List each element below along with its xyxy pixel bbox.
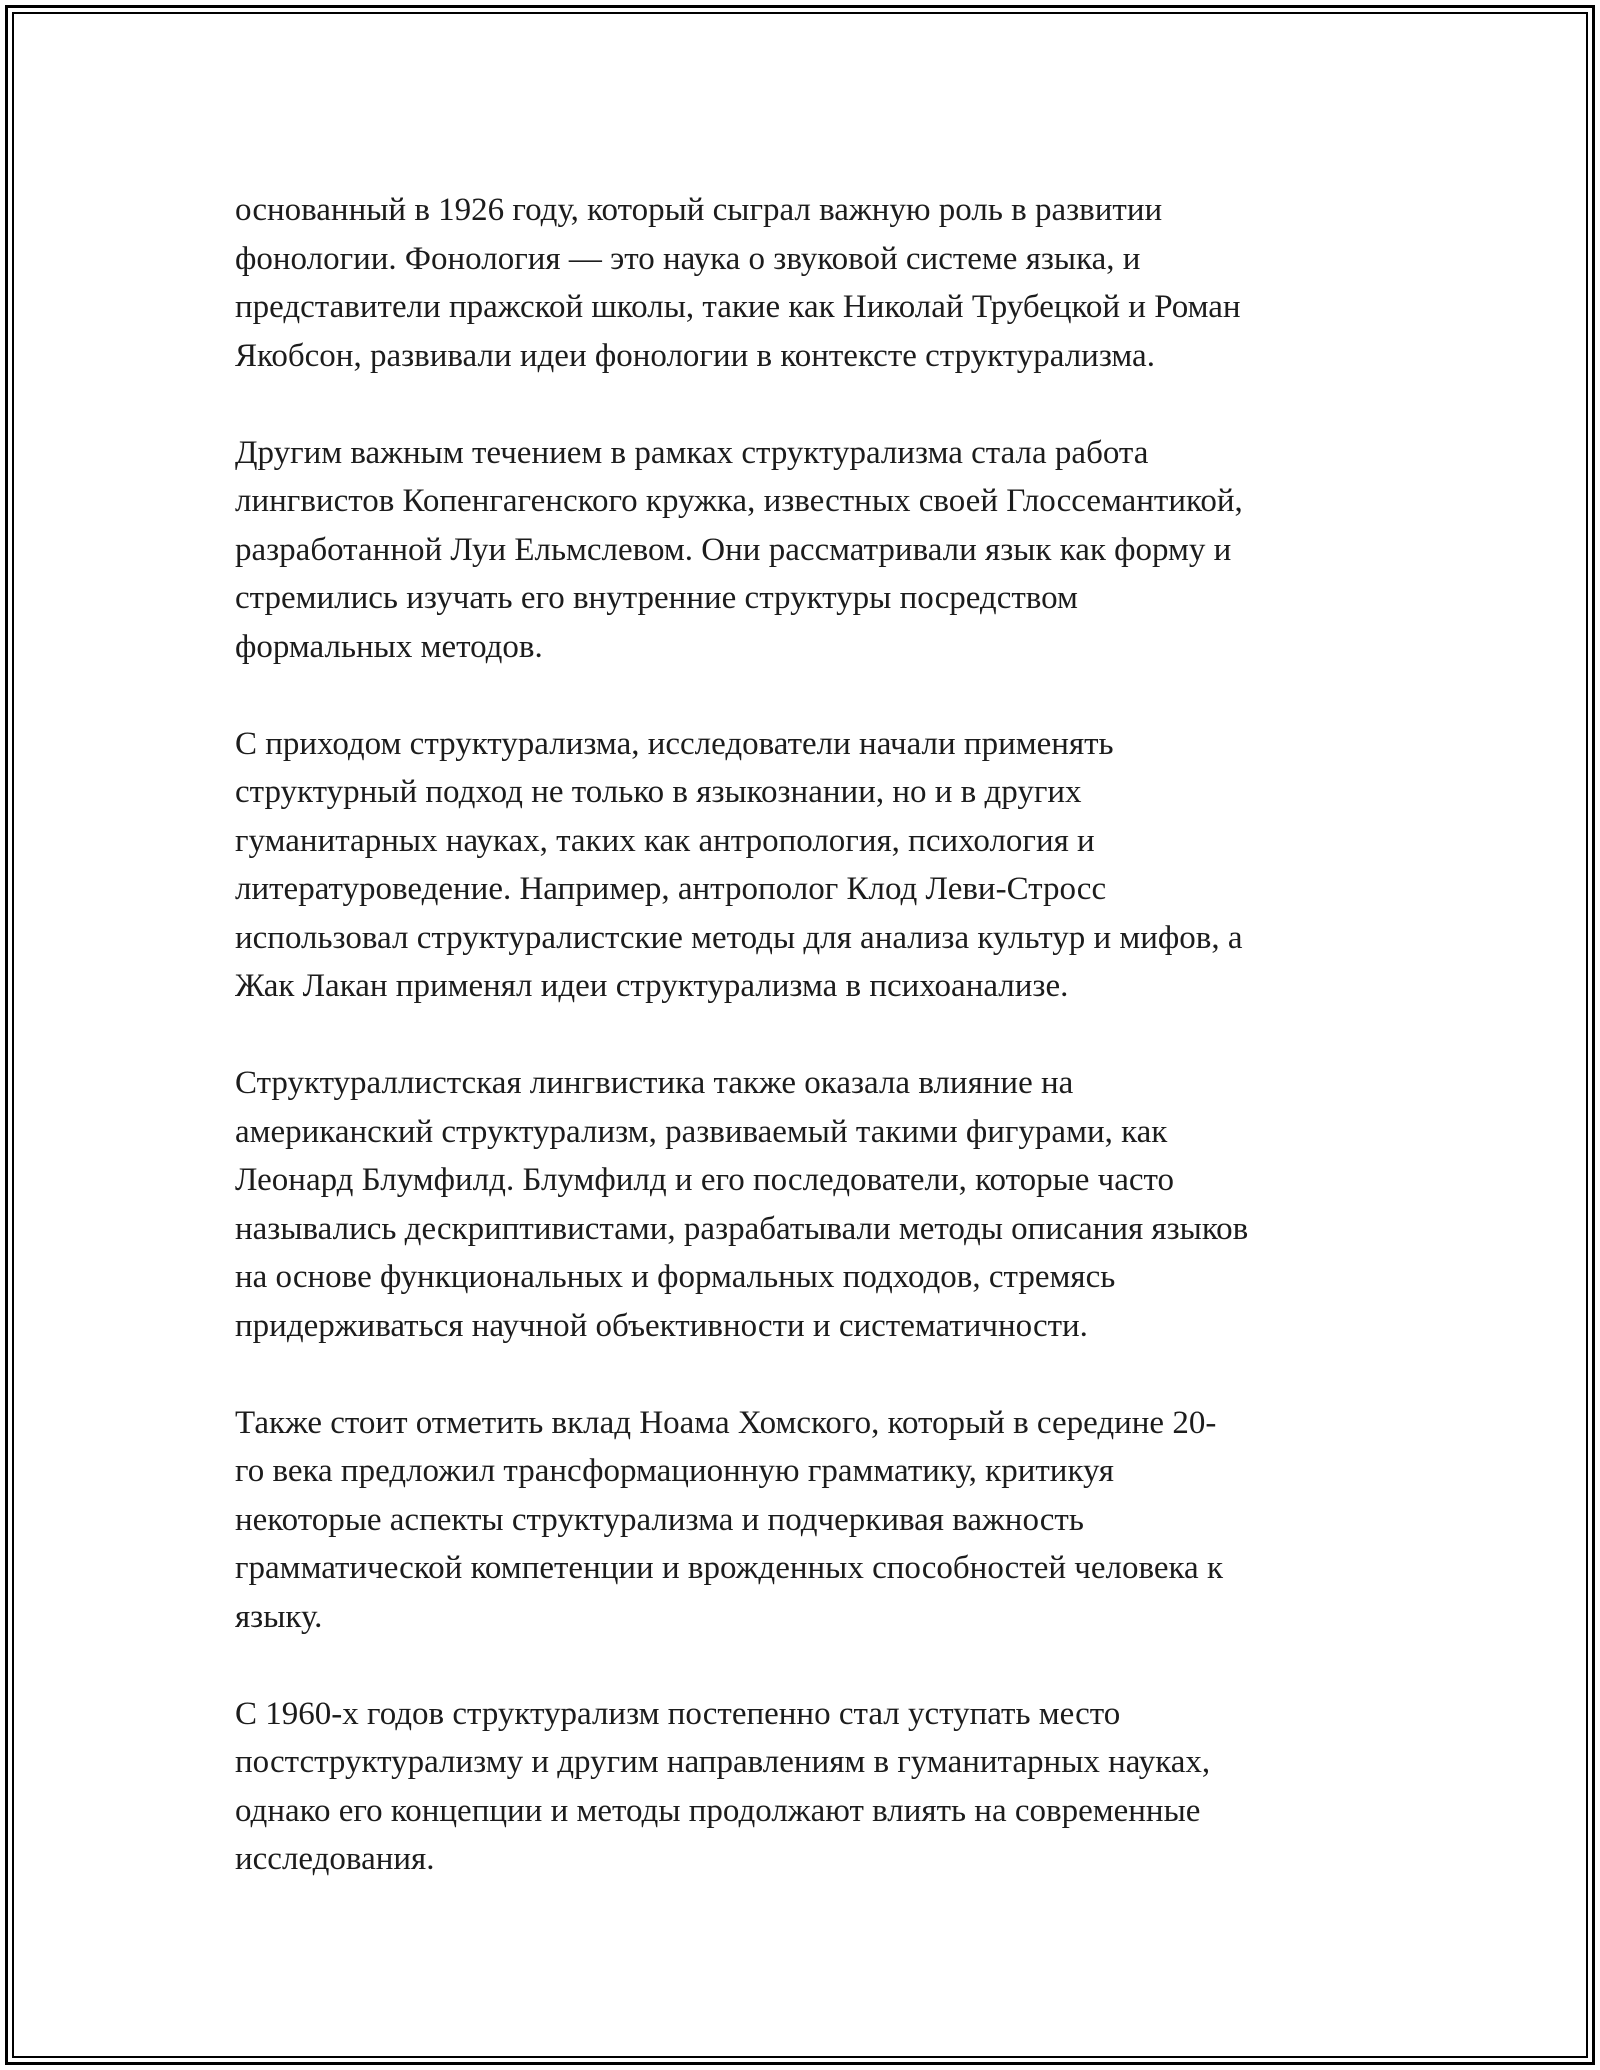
- paragraph-copenhagen-circle: Другим важным течением в рамках структурализма стала работа лингвистов Копенгагенского кружка, известных своей Глоссемантикой, разработанной Луи Ельмслевом. Они рассматривали язык как форму и стремились изучать его внутренние структуры посредством формальных методов.: [235, 434, 1243, 665]
- paragraph-poststructuralism: С 1960-х годов структурализм постепенно стал уступать место постструктурализму и другим направлениям в гуманитарных науках, однако его концепции и методы продолжают влиять на современные исследования.: [235, 1695, 1211, 1877]
- document-body: [235, 186, 1385, 1884]
- paragraph-chomsky: Также стоит отметить вклад Ноама Хомского, который в середине 20- го века предложил трансформационную грамматику, критикуя некоторые аспекты структурализма и подчеркивая важность грамматической компетенции и врожденных способностей человека к языку.: [235, 1404, 1223, 1635]
- paragraph-structural-approach: С приходом структурализма, исследователи начали применять структурный подход не только в языкознании, но и в других гуманитарных науках, таких как антропология, психология и литературоведение. Например, антрополог Клод Леви-Стросс использовал структуралистские методы для анализа культур и мифов, а Жак Лакан применял идеи структурализма в психоанализе.: [235, 725, 1243, 1004]
- paragraph-american-structuralism: Структураллистская лингвистика также оказала влияние на американский структурализм, развиваемый такими фигурами, как Леонард Блумфилд. Блумфилд и его последователи, которые часто назывались дескриптивистами, разрабатывали методы описания языков на основе функциональных и формальных подходов, стремясь придерживаться научной объективности и систематичности.: [235, 1065, 1249, 1344]
- paragraph-prague-school: основанный в 1926 году, который сыграл важную роль в развитии фонологии. Фонология — это наука о звуковой системе языка, и представители пражской школы, такие как Николай Трубецкой и Роман Якобсон, развивали идеи фонологии в контексте структурализма.: [235, 192, 1241, 374]
